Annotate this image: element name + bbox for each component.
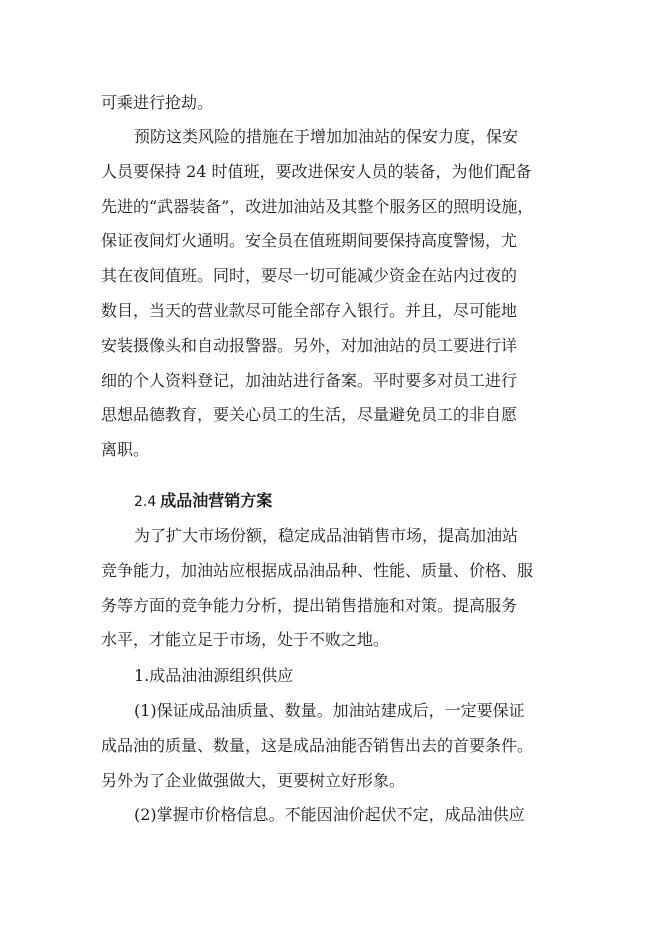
text-line: 其在夜间值班。同时，要尽一切可能减少资金在站内过夜的 [101,266,518,286]
text-line: (2)掌握市价格信息。不能因油价起伏不定，成品油供应 [134,805,525,824]
text-line: 先进的“武器装备”，改进加油站及其整个服务区的照明设施， [101,196,534,216]
text-line: 可乘进行抢劫。 [101,93,214,112]
text-line: 成品油的质量、数量，这是成品油能否销售出去的首要条件。 [101,735,534,755]
section-number: 2.4 [134,494,157,510]
text-line: 安装摄像头和自动报警器。另外，对加油站的员工要进行详 [101,335,518,355]
paragraph-quality [101,694,559,798]
text-line: 竞争能力，加油站应根据成品油品种、性能、质量、价格、服 [101,560,534,580]
text-line: 离职。 [101,440,150,460]
text-line: 数目，当天的营业款尽可能全部存入银行。并且，尽可能地 [101,300,518,320]
text-line: 思想品德教育，要关心员工的生活，尽量避免员工的非自愿 [101,405,518,425]
section-heading-line [101,484,559,519]
text-line: 务等方面的竞争能力分析，提出销售措施和对策。提高服务 [101,595,518,615]
text-line: 细的个人资料登记，加油站进行备案。平时要多对员工进行 [101,370,518,390]
text-line: 另外为了企业做强做大，更要树立好形象。 [101,770,406,790]
text-line: 1.成品油油源组织供应 [134,666,294,685]
text-line: (1)保证成品油质量、数量。加油站建成后，一定要保证 [134,701,525,720]
paragraph-marketing [101,519,559,658]
paragraph-1 [101,86,559,121]
text-line: 预防这类风险的措施在于增加加油站的保安力度，保安 [134,127,519,146]
paragraph-risk-prevention [101,120,559,468]
text-line: 水平，才能立足于市场，处于不败之地。 [101,630,390,650]
text-line: 保证夜间灯火通明。安全员在值班期间要保持高度警惕，尤 [101,231,518,251]
list-item-1 [101,659,559,694]
section-title: 成品油营销方案 [160,491,273,510]
text-line: 为了扩大市场份额，稳定成品油销售市场，提高加油站 [134,526,519,545]
paragraph-price [101,798,559,833]
section-heading [101,484,559,519]
text-line: 人员要保持 24 时值班，要改进保安人员的装备，为他们配备 [101,161,532,181]
